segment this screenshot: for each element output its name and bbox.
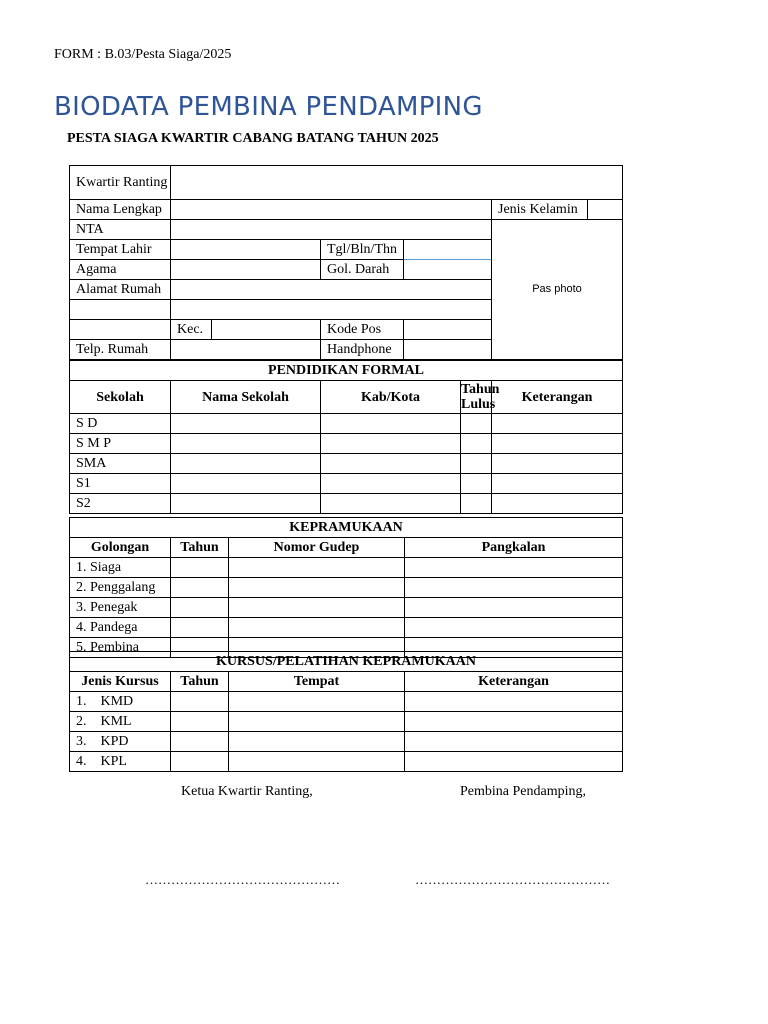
field-nama-sekolah-smp[interactable] — [171, 434, 321, 454]
field-gudep-siaga[interactable] — [229, 558, 405, 578]
kepramukaan-table — [69, 517, 623, 658]
field-keterangan-s1[interactable] — [492, 474, 623, 494]
field-tahun-lulus-s2[interactable] — [461, 494, 492, 514]
field-pangkalan-penegak[interactable] — [405, 598, 623, 618]
row-label-kpl: 4. KPL — [70, 752, 171, 772]
label-telp-rumah: Telp. Rumah — [70, 340, 171, 361]
section-kursus: KURSUS/PELATIHAN KEPRAMUKAAN — [70, 652, 623, 672]
field-kab-kota-sd[interactable] — [321, 414, 461, 434]
label-tgl-bln-thn: Tgl/Bln/Thn — [321, 240, 404, 260]
label-nama-lengkap: Nama Lengkap — [70, 200, 171, 220]
blank-cell — [70, 320, 171, 340]
row-label-sma: SMA — [70, 454, 171, 474]
field-gudep-penegak[interactable] — [229, 598, 405, 618]
field-agama[interactable] — [171, 260, 321, 280]
header-sekolah: Sekolah — [70, 381, 171, 414]
header-jenis-kursus: Jenis Kursus — [70, 672, 171, 692]
row-label-penegak: 3. Penegak — [70, 598, 171, 618]
field-jenis-kelamin[interactable] — [588, 200, 623, 220]
field-gol-darah[interactable] — [404, 260, 492, 280]
page-subtitle: PESTA SIAGA KWARTIR CABANG BATANG TAHUN 2025 — [67, 131, 439, 146]
header-nama-sekolah: Nama Sekolah — [171, 381, 321, 414]
label-nta: NTA — [70, 220, 171, 240]
field-nama-sekolah-s1[interactable] — [171, 474, 321, 494]
field-alamat-rumah-2[interactable] — [171, 300, 492, 320]
blank-cell — [70, 300, 171, 320]
field-nama-sekolah-sma[interactable] — [171, 454, 321, 474]
row-label-siaga: 1. Siaga — [70, 558, 171, 578]
field-tahun-lulus-sma[interactable] — [461, 454, 492, 474]
field-kwartir-ranting[interactable] — [171, 166, 623, 200]
field-keterangan-kml[interactable] — [405, 712, 623, 732]
label-kwartir-ranting: Kwartir Ranting — [70, 166, 171, 200]
label-jenis-kelamin: Jenis Kelamin — [492, 200, 588, 220]
field-handphone[interactable] — [404, 340, 492, 361]
field-tempat-kpl[interactable] — [229, 752, 405, 772]
row-label-sd: S D — [70, 414, 171, 434]
field-nta[interactable] — [171, 220, 492, 240]
row-label-kml: 2. KML — [70, 712, 171, 732]
field-keterangan-sma[interactable] — [492, 454, 623, 474]
signature-title-ketua: Ketua Kwartir Ranting, — [181, 784, 313, 799]
field-tahun-penggalang[interactable] — [171, 578, 229, 598]
header-kab-kota: Kab/Kota — [321, 381, 461, 414]
header-tahun-lulus: Tahun Lulus — [461, 382, 500, 412]
label-agama: Agama — [70, 260, 171, 280]
field-kec[interactable] — [212, 320, 321, 340]
field-keterangan-s2[interactable] — [492, 494, 623, 514]
field-kab-kota-s2[interactable] — [321, 494, 461, 514]
field-tahun-siaga[interactable] — [171, 558, 229, 578]
field-tahun-penegak[interactable] — [171, 598, 229, 618]
section-kepramukaan: KEPRAMUKAAN — [70, 518, 623, 538]
field-keterangan-kmd[interactable] — [405, 692, 623, 712]
header-tahun: Tahun — [171, 672, 229, 692]
field-tahun-lulus-smp[interactable] — [461, 434, 492, 454]
field-tgl-bln-thn[interactable] — [404, 240, 492, 260]
header-tempat: Tempat — [229, 672, 405, 692]
field-nama-sekolah-sd[interactable] — [171, 414, 321, 434]
field-tahun-pandega[interactable] — [171, 618, 229, 638]
row-label-s1: S1 — [70, 474, 171, 494]
row-label-s2: S2 — [70, 494, 171, 514]
field-tempat-lahir[interactable] — [171, 240, 321, 260]
field-alamat-rumah[interactable] — [171, 280, 492, 300]
label-tempat-lahir: Tempat Lahir — [70, 240, 171, 260]
field-kode-pos[interactable] — [404, 320, 492, 340]
field-keterangan-smp[interactable] — [492, 434, 623, 454]
field-telp-rumah[interactable] — [171, 340, 321, 361]
row-label-pandega: 4. Pandega — [70, 618, 171, 638]
field-kab-kota-s1[interactable] — [321, 474, 461, 494]
field-tahun-lulus-sd[interactable] — [461, 414, 492, 434]
field-keterangan-kpl[interactable] — [405, 752, 623, 772]
header-pangkalan: Pangkalan — [405, 538, 623, 558]
signature-line-pembina[interactable]: ……………………………………… — [415, 872, 610, 887]
header-golongan: Golongan — [70, 538, 171, 558]
header-nomor-gudep: Nomor Gudep — [229, 538, 405, 558]
field-keterangan-sd[interactable] — [492, 414, 623, 434]
header-keterangan: Keterangan — [492, 381, 623, 414]
field-pangkalan-siaga[interactable] — [405, 558, 623, 578]
row-label-penggalang: 2. Penggalang — [70, 578, 171, 598]
row-label-smp: S M P — [70, 434, 171, 454]
form-code: FORM : B.03/Pesta Siaga/2025 — [54, 47, 232, 62]
field-tahun-kmd[interactable] — [171, 692, 229, 712]
page-title: BIODATA PEMBINA PENDAMPING — [54, 92, 483, 122]
field-keterangan-kpd[interactable] — [405, 732, 623, 752]
field-nama-lengkap[interactable] — [171, 200, 492, 220]
row-label-kpd: 3. KPD — [70, 732, 171, 752]
identity-table — [69, 165, 623, 514]
label-handphone: Handphone — [321, 340, 404, 361]
field-nama-sekolah-s2[interactable] — [171, 494, 321, 514]
label-alamat-rumah: Alamat Rumah — [70, 280, 171, 300]
label-gol-darah: Gol. Darah — [321, 260, 404, 280]
field-pangkalan-penggalang[interactable] — [405, 578, 623, 598]
field-tempat-kpd[interactable] — [229, 732, 405, 752]
field-tempat-kml[interactable] — [229, 712, 405, 732]
signature-line-ketua[interactable]: ……………………………………… — [145, 872, 340, 887]
field-gudep-penggalang[interactable] — [229, 578, 405, 598]
section-pendidikan-formal: PENDIDIKAN FORMAL — [70, 360, 623, 381]
header-keterangan: Keterangan — [405, 672, 623, 692]
signature-title-pembina: Pembina Pendamping, — [460, 784, 586, 799]
row-label-kmd: 1. KMD — [70, 692, 171, 712]
field-tempat-kmd[interactable] — [229, 692, 405, 712]
kursus-table — [69, 651, 623, 772]
header-tahun: Tahun — [171, 538, 229, 558]
pas-photo-box: Pas photo — [492, 220, 623, 361]
label-kode-pos: Kode Pos — [321, 320, 404, 340]
field-gudep-pandega[interactable] — [229, 618, 405, 638]
label-kec: Kec. — [171, 320, 212, 340]
field-tahun-kml[interactable] — [171, 712, 229, 732]
field-kab-kota-smp[interactable] — [321, 434, 461, 454]
field-tahun-kpl[interactable] — [171, 752, 229, 772]
field-tahun-kpd[interactable] — [171, 732, 229, 752]
field-kab-kota-sma[interactable] — [321, 454, 461, 474]
field-tahun-lulus-s1[interactable] — [461, 474, 492, 494]
field-pangkalan-pandega[interactable] — [405, 618, 623, 638]
row-label-pembina: 5. Pembina — [70, 638, 171, 658]
